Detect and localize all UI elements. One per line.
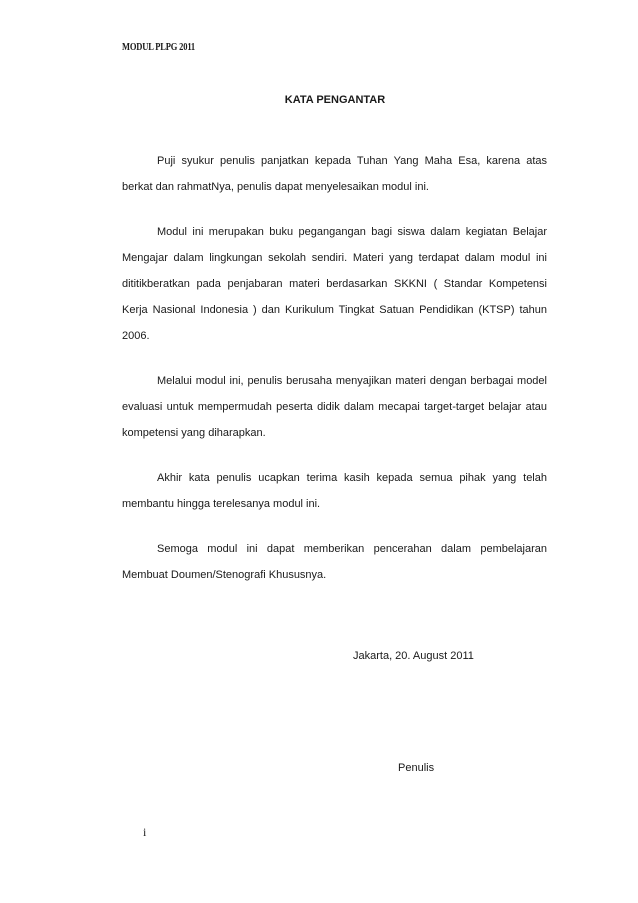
paragraph-thanks: Akhir kata penulis ucapkan terima kasih kepada semua pihak yang telah membantu hingga terelesanya modul ini.: [122, 472, 547, 510]
body-text: [122, 148, 547, 588]
page-title: KATA PENGANTAR: [284, 94, 386, 106]
author-signature: Penulis: [398, 762, 435, 774]
paragraph-closing: Semoga modul ini dapat memberikan pencerahan dalam pembelajaran Membuat Doumen/Stenografi Khususnya.: [122, 543, 547, 581]
page-number: i: [143, 825, 147, 839]
paragraph-intro: Puji syukur penulis panjatkan kepada Tuhan Yang Maha Esa, karena atas berkat dan rahmatNya, penulis dapat menyelesaikan modul ini.: [122, 155, 547, 193]
place-date: Jakarta, 20. August 2011: [353, 650, 474, 662]
paragraph-evaluation: Melalui modul ini, penulis berusaha menyajikan materi dengan berbagai model evaluasi untuk mempermudah peserta didik dalam mecapai target-target belajar atau kompetensi yang diharapkan.: [122, 375, 547, 439]
paragraph-module-description: Modul ini merupakan buku pegangangan bagi siswa dalam kegiatan Belajar Mengajar dalam lingkungan sekolah sendiri. Materi yang terdapat dalam modul ini dititikberatkan pada penjabaran materi berdasarkan SKKNI ( Standar Kompetensi Kerja Nasional Indonesia ) dan Kurikulum Tingkat Satuan Pendidikan (KTSP) tahun 2006.: [122, 226, 547, 342]
running-header: MODUL PLPG 2011: [122, 42, 196, 53]
